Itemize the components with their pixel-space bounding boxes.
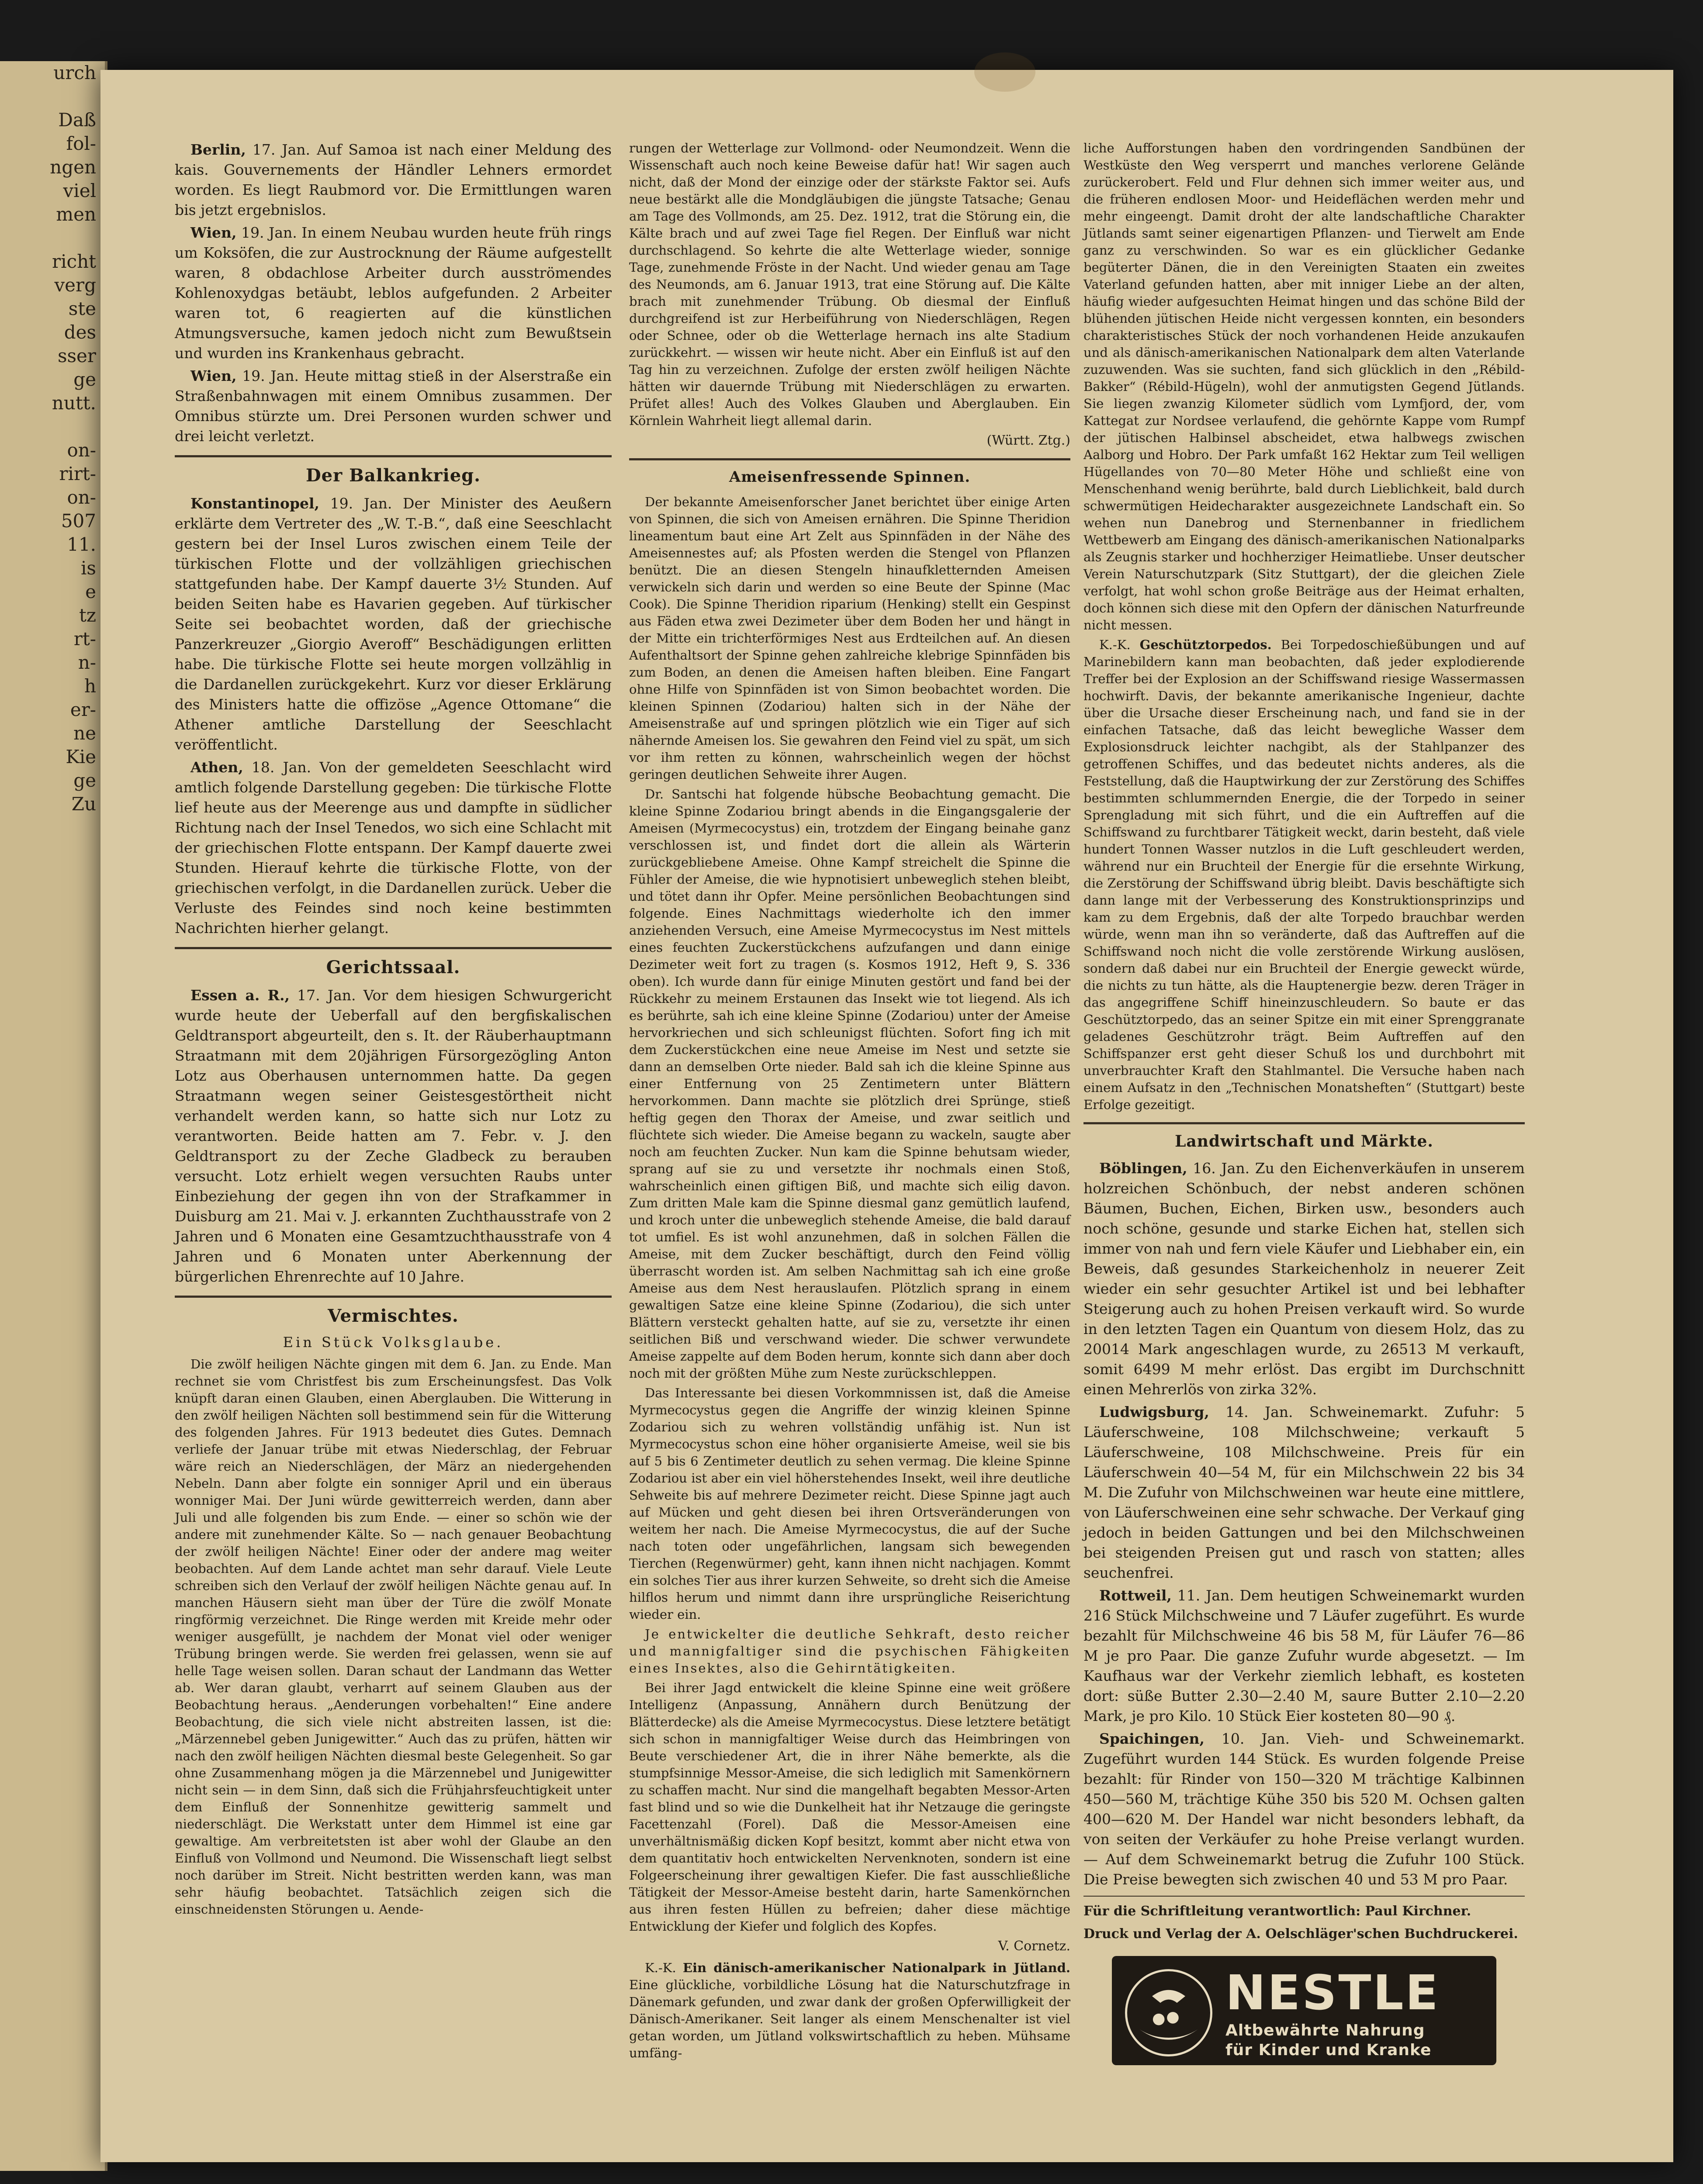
nestle-advertisement: [1112, 1956, 1496, 2065]
divider: [175, 1296, 612, 1298]
paper-stain: [974, 52, 1035, 92]
article-torpedos: K.-K. Geschütztorpedos. Bei Torpedoschießübungen und auf Marinebildern kann man beobachten, daß jeder explodierende Treffer bei der Explosion an der Schiffswand riesige Wassermassen hochwirft. Davis, der bekannte amerikanische Ingenieur, dachte über die Ursache dieser Erscheinung nach, und fand sie in der einfachen Tatsache, daß das leicht bewegliche Wasser dem Explosionsdruck leichter nachgibt, als der Stahlpanzer des getroffenen Schiffes, und das bedeutet nichts anderes, als die Feststellung, daß die Hauptwirkung der zur Zerstörung des Schiffes bestimmten schlummernden Energie, die der Torpedo in seiner Sprengladung mit sich führt, und die ein Auftreffen auf die Schiffswand zu furchtbarer Tätigkeit weckt, darin besteht, daß viele hundert Tonnen Wasser nutzlos in die Luft geschleudert werden, während nur ein Bruchteil der Energie für die ersehnte Wirkung, die Zerstörung der Schiffswand übrig bleibt. Davis beschäftigte sich dann lange mit der Verbesserung des Konstruktionsprinzips und kam zu dem Ergebnis, daß der alte Torpedo brauchbar werden würde, wenn man ihn so veränderte, daß das Auftreffen auf die Schiffswand noch nicht die volle zerstörende Wirkung auslösen, sondern daß dabei nur ein Bruchteil der Energie geweckt würde, die nichts zu tun hätte, als die Hauptenergie bezw. deren Träger in das angegriffene Schiff hineinzuschleudern. So baute er das Geschütztorpedo, das an seiner Spitze ein mit einer Sprenggranate geladenes Geschützrohr trägt. Beim Auftreffen auf den Schiffspanzer erst geht dieser Schuß los und durchbohrt mit unverbrauchter Kraft den Stahlmantel. Die Versuche haben nach einem Aufsatz in den „Technischen Monatsheften“ (Stuttgart) beste Erfolge gezeitigt.: [1083, 637, 1525, 1112]
article-spiders-para-1: Der bekannte Ameisenforscher Janet berichtet über einige Arten von Spinnen, die sich von Ameisen ernähren. Die Spinne Theridion lineamentum baut eine Art Zelt aus Spinnfäden in der Nähe des Ameisennestes auf; als Pfosten werden die Stengel von Pflanzen benützt. Die an diesen Stengeln hinaufkletternden Ameisen verwickeln sich darin und werden so eine Beute der Spinne (Mac Cook). Die Spinne Theridion riparium (Henking) stellt ein Gespinst aus Fäden etwa zwei Dezimeter über dem Boden her und hängt in der Mitte ein trichterförmiges Nest aus Erdteilchen auf. An diesen Aufenthaltsort der Spinne gehen zahlreiche klebrige Spinnfäden bis zum Boden, an denen die Ameisen haften bleiben. Eine Fangart ohne Hilfe von Spinnfäden ist von Simon beobachtet worden. Die kleinen Spinnen (Zodariou) halten sich in der Nähe der Ameisenstraße auf und springen plötzlich wie ein Tiger auf sich nähernde Ameisen los. Sie gewahren den Feind viel zu spät, um sich vor ihm retten zu können, wahrscheinlich wegen der höchst geringen deutlichen Sehweite ihrer Augen.: [629, 494, 1070, 782]
column-3: [1083, 140, 1525, 2065]
nestle-tagline-2: für Kinder und Kranke: [1225, 2041, 1432, 2059]
article-spiders-para-2: Dr. Santschi hat folgende hübsche Beobachtung gemacht. Die kleine Spinne Zodariou bringt abends in die Eingangsgalerie der Ameisen (Myrmecocystus) ein, trotzdem der Eingang beinahe ganz verschlossen ist, und findet dort die allein als Wärterin zurückgebliebene Ameise. Ohne Kampf streichelt die Spinne die Fühler der Ameise, die wie hypnotisiert unbeweglich stehen bleibt, und tötet dann ihr Opfer. Meine persönlichen Beobachtungen sind folgende. Eines Nachmittags wiederholte ich den immer anziehenden Versuch, eine Ameise Myrmecocystus im Nest mittels eines feuchten Zuckerstückchens aufzufangen und dann einige Dezimeter weit fort zu tragen (s. Kosmos 1912, Heft 9, S. 336 oben). Ich wurde dann für einige Minuten gestört und fand bei der Rückkehr zu meinem Erstaunen das Insekt wie tot liegend. Als ich es berührte, sah ich eine kleine Spinne (Zodariou) unter der Ameise hervorkriechen und sich schleunigst flüchten. Sofort fing ich mit dem Zuckerstückchen eine neue Ameise im Nest und setzte sie dann an demselben Orte nieder. Bald sah ich die kleine Spinne aus einer Entfernung von 25 Zentimetern unter Blättern hervorkommen. Dann machte sie plötzlich drei Sprünge, stieß heftig gegen den Thorax der Ameise, und zwar seitlich und flüchtete sich wieder. Die Ameise begann zu wackeln, saugte aber noch am feuchten Zucker. Nun kam die Spinne behutsam wieder, sprang auf sie zu und versetzte ihr nochmals einen Stoß, wahrscheinlich einen giftigen Biß, und machte sich eilig davon. Zum dritten Male kam die Spinne diesmal ganz gemütlich laufend, und kroch unter die unbeweglich stehende Ameise, die bald darauf tot umfiel. Es ist wohl anzunehmen, daß in solchen Fällen die Ameise, mit dem Zucker beschäftigt, durch den Feind völlig überrascht worden ist. Am selben Nachmittag sah ich eine große Ameise aus dem Nest herauslaufen. Plötzlich sprang in einem gewaltigen Satze eine kleine Spinne (Zodariou), die sich unter Blättern versteckt gehalten hatte, auf sie zu, versetzte ihr einen seitlichen Biß und verschwand wieder. Die schwer verwundete Ameise zappelte auf dem Boden herum, konnte sich dann aber doch noch mit der größten Mühe zum Neste zurückschleppen.: [629, 787, 1070, 1381]
market-report-spaichingen: Spaichingen, 10. Jan. Vieh- und Schweinemarkt. Zugeführt wurden 144 Stück. Es wurden folgende Preise bezahlt: für Rinder von 150—320 M trächtige Kalbinnen 450—560 M, trächtige Kühe 350 bis 520 M. Ochsen galten 400—620 M. Der Handel war nicht besonders lebhaft, da von seiten der Verkäufer zu hohe Preise verlangt wurden. — Auf dem Schweinemarkt betrug die Zufuhr 100 Stück. Die Preise bewegten sich zwischen 40 und 53 M pro Paar.: [1083, 1730, 1525, 1888]
article-spiders-para-3: Das Interessante bei diesen Vorkommnissen ist, daß die Ameise Myrmecocystus gegen die Angriffe der winzig kleinen Spinne Zodariou sich zu wehren vollständig unfähig ist. Nun ist Myrmecocystus schon eine höher organisierte Ameise, weil sie bis auf 5 bis 6 Zentimeter deutlich zu sehen vermag. Die kleine Spinne Zodariou ist aber ein viel höherstehendes Insekt, weil ihre deutliche Sehweite bis auf mehrere Dezimeter reicht. Diese Spinne jagt auch auf Mücken und geht diesen bei ihren Ortsveränderungen von weitem her nach. Die Ameise Myrmecocystus, die auf der Suche nach toten oder ungefährlichen, langsam sich bewegenden Tierchen (Regenwürmer) geht, kann ihnen nicht nachjagen. Kommt ein solches Tier aus ihrer kurzen Sehweite, so dreht sich die Ameise hilflos herum und nimmt dann ihre ursprüngliche Reiserichtung wieder ein.: [629, 1386, 1070, 1622]
article-title-volksglaube: Ein Stück Volksglaube.: [283, 1334, 504, 1351]
divider: [175, 455, 612, 457]
market-report-boeblingen: Böblingen, 16. Jan. Zu den Eichenverkäufen in unserem holzreichen Schönbuch, der nebst anderen schönen Bäumen, Buchen, Eichen, Birken usw., besonders auch noch schöne, gesunde und starke Eichen hat, stellen sich immer von nah und fern viele Käufer und Liebhaber ein, ein Beweis, daß gesundes Starkeichenholz in neuerer Zeit wieder ein sehr gesuchter Artikel ist und bei lebhafter Steigerung auch zu hohen Preisen verkauft wird. So wurde in den letzten Tagen ein Quantum von diesem Holz, das zu 20014 Mark angeschlagen wurde, zu 26513 M verkauft, somit 6499 M mehr erlöst. Das ergibt im Durchschnitt einen Mehrerlös von zirka 32%.: [1083, 1160, 1525, 1398]
article-nationalpark: K.-K. Ein dänisch-amerikanischer Nationalpark in Jütland. Eine glückliche, vorbildliche Lösung hat die Naturschutzfrage in Dänemark gefunden, und zwar dank der großen Opferwilligkeit der Dänisch-Amerikaner. Seit langer als einem Menschenalter ist viel getan worden, um Jütland volkswirtschaftlich zu heben. Mühsame umfäng-: [629, 1960, 1070, 2060]
section-heading-misc: Vermischtes.: [328, 1306, 459, 1326]
news-item-essen: Essen a. R., 17. Jan. Vor dem hiesigen Schwurgericht wurde heute der Ueberfall auf den bergfiskalischen Geldtransport abgeurteilt, den s. It. der Räuberhauptmann Straatmann mit dem 20jährigen Fürsorgezögling Anton Lotz aus Oberhausen unternommen hatte. Da gegen Straatmann wegen seiner Geistesgestörtheit nicht verhandelt werden kann, so hatte sich nur Lotz zu verantworten. Beide hatten am 7. Febr. v. J. den Geldtransport zu der Zeche Gladbeck zu berauben versucht. Lotz erhielt wegen versuchten Raubs unter Einbeziehung der gegen ihn von der Strafkammer in Duisburg am 21. Mai v. J. erkannten Zuchthausstrafe von 2 Jahren und 6 Monaten eine Gesamtzuchthausstrafe von 4 Jahren und 6 Monaten unter Aberkennung der bürgerlichen Ehrenrechte auf 10 Jahre.: [175, 987, 612, 1285]
article-spiders-para-4: Je entwickelter die deutliche Sehkraft, desto reicher und mannigfaltiger sind die psychischen Fähigkeiten eines Insektes, also die Gehirntätigkeiten.: [629, 1627, 1070, 1676]
divider: [175, 947, 612, 949]
section-heading-court: Gerichtssaal.: [326, 957, 460, 978]
news-item-wien-2: Wien, 19. Jan. Heute mittag stieß in der Alserstraße ein Straßenbahnwagen mit einem Omnibus zusammen. Der Omnibus stürzte um. Drei Personen wurden schwer und drei leicht verletzt.: [175, 367, 612, 445]
imprint-editor: Für die Schriftleitung verantwortlich: Paul Kirchner.: [1083, 1904, 1471, 1919]
article-nationalpark-continued: liche Aufforstungen haben den vordringenden Sandbünen der Westküste den Weg versperrt und manches verlorene Gelände zurückerobert. Feld und Flur dehnen sich immer weiter aus, und die früheren endlosen Moor- und Heideflächen werden mehr und mehr eingeengt. Damit droht der alte landschaftliche Charakter Jütlands samt seiner eigenartigen Pflanzen- und Tierwelt am Ende ganz zu verschwinden. So war es ein glücklicher Gedanke begüterter Dänen, die in den Vereinigten Staaten ein zweites Vaterland gefunden hatten, aber mit inniger Liebe an der alten, häufig wieder aufgesuchten Heimat hingen und das schöne Bild der blühenden jütischen Heide nicht vergessen konnten, ein besonders charakteristisches Stück der noch vorhandenen Heide anzukaufen und als dänisch-amerikanischen Nationalpark dem alten Vaterlande zuzuwenden. Was sie suchten, fand sich glücklich in den „Rébild-Bakker“ (Rébild-Hügeln), wohl der anmutigsten Gegend Jütlands. Sie liegen zwanzig Kilometer südlich vom Lymfjord, der, vom Kattegat zur Nordsee verlaufend, die gehörnte Kappe vom Rumpf der jütischen Halbinsel abscheidet, etwa halbwegs zwischen Aalborg und Hobro. Der Park umfaßt 162 Hektar zum Teil welligen Hügellandes von 70—80 Meter Höhe und schließt eine von Menschenhand wenig berührte, bald durch Lieblichkeit, bald durch schwermütigen Heidecharakter ausgezeichnete Landschaft ein. So wehen nun Danebrog und Sternenbanner in friedlichem Wettbewerb am Eingang des dänisch-amerikanischen Nationalparks als Zeugnis starker und hochherziger Heimatliebe. Unser deutscher Verein Naturschutzpark (Sitz Stuttgart), der die gleichen Ziele verfolgt, hat wohl schon große Beiträge aus der Heimat erhalten, doch können sich diese mit den Opfern der dänischen Naturfreunde nicht messen.: [1083, 141, 1525, 632]
nestle-nest-logo-icon: [1125, 1969, 1212, 2056]
article-volksglaube-continued: rungen der Wetterlage zur Vollmond- oder Neumondzeit. Wenn die Wissenschaft auch noch keine Beweise dafür hat! Wir sagen auch nicht, daß der Mond der einzige oder der stärkste Faktor sei. Aufs neue bestärkt alle die Mondgläubigen die jüngste Tatsache; Genau am Tage des Vollmonds, am 25. Dez. 1912, trat die Störung ein, die Kälte brach und auf zwei Tage fiel Regen. Der Einfluß war nicht durchschlagend. So kehrte die alte Wetterlage wieder, sonnige Tage, zunehmende Fröste in der Nacht. Und wieder genau am Tage des Neumonds, am 6. Januar 1913, trat eine Störung auf. Die Kälte brach mit zunehmender Trübung. Ob diesmal der Einfluß durchgreifend ist zur Herbeiführung von Niederschlägen, Regen oder Schnee, oder ob die Wetterlage hernach ins alte Stadium zurückkehrt. — wissen wir heute nicht. Aber ein Einfluß ist auf den Tag hin zu verzeichnen. Zufolge der ersten zwölf heiligen Nächte hätten wir dauernde Trübung mit Niederschlägen zu erwarten. Prüfet alles! Auch des Volkes Glauben und Aberglauben. Ein Körnlein Wahrheit liegt allemal darin.: [629, 141, 1070, 428]
previous-page-edge: [0, 61, 107, 2171]
nestle-brand: NESTLE: [1225, 1965, 1440, 2021]
news-item-konstantinopel: Konstantinopel, 19. Jan. Der Minister des Aeußern erklärte dem Vertreter des „W. T.-B.“, daß eine Seeschlacht gestern bei der Insel Luros zwischen einem Teile der türkischen Flotte und der vollzähligen griechischen stattgefunden habe. Der Kampf dauerte 3½ Stunden. Auf beiden Seiten habe es Havarien gegeben. Auf türkischer Seite sei beobachtet worden, daß der griechische Panzerkreuzer „Giorgio Averoff“ Beschädigungen erlitten habe. Die türkische Flotte sei heute morgen vollzählig in die Dardanellen zurückgekehrt. Kurz vor dieser Erklärung des Ministers hatte die offizöse „Agence Ottomane“ die Athener amtliche Darstellung der Seeschlacht veröffentlicht.: [175, 495, 612, 753]
imprint-publisher: Druck und Verlag der A. Oelschläger'schen Buchdruckerei.: [1083, 1926, 1518, 1942]
column-1: [175, 140, 612, 1921]
divider: [1083, 1896, 1525, 1897]
divider: [629, 458, 1070, 460]
previous-page-text: urch Daß fol- ngen viel men richt verg ste des sser ge nutt. on- rirt- on- 507 11. is e tz rt- n- h er- ne Kie ge Zu: [50, 62, 96, 815]
news-item-berlin: Berlin, 17. Jan. Auf Samoa ist nach einer Meldung des kais. Gouvernements der Händler Lehners ermordet worden. Es liegt Raubmord vor. Die Ermittlungen waren bis jetzt ergebnislos.: [175, 141, 612, 218]
article-author: V. Cornetz.: [998, 1939, 1070, 1954]
news-item-athen: Athen, 18. Jan. Von der gemeldeten Seeschlacht wird amtlich folgende Darstellung gegeben: Die türkische Flotte lief heute aus der Meerenge aus und dampfte in südlicher Richtung nach der Insel Tenedos, wo sich eine Schlacht mit der griechischen Flotte entspann. Der Kampf dauerte zwei Stunden. Hierauf kehrte die türkische Flotte, von der griechischen verfolgt, in die Dardanellen zurück. Ueber die Verluste des Feindes sind noch keine bestimmten Nachrichten hierher gelangt.: [175, 759, 612, 936]
article-spiders-para-5: Bei ihrer Jagd entwickelt die kleine Spinne eine weit größere Intelligenz (Anpassung, Annähern durch Benützung der Blätterdecke) als die Ameise Myrmecocystus. Diese letztere betätigt sich schon in mannigfaltiger Weise durch das Heimbringen von Beute verschiedener Art, die in ihrer Nähe bemerkte, als die stumpfsinnige Messor-Ameise, die sich lediglich mit Samenkörnern zu schaffen macht. Nur sind die mangelhaft begabten Messor-Arten fast blind und so wie die Dunkelheit hat ihr Netzauge die geringste Facettenzahl (Forel). Daß die Messor-Ameisen eine unverhältnismäßig dicken Kopf besitzt, kommt aber nicht etwa von dem quantitativ hoch entwickelten Nervenknoten, sondern ist eine Folgeerscheinung ihrer gewaltigen Kiefer. Die fast ausschließliche Tätigkeit der Messor-Ameise besteht darin, harte Samenkörnchen aus ihren festen Hüllen zu befreien; daher diese mächtige Entwicklung der Kiefer und folglich des Kopfes.: [629, 1680, 1070, 1934]
nestle-tagline-1: Altbewährte Nahrung: [1225, 2022, 1425, 2039]
market-report-rottweil: Rottweil, 11. Jan. Dem heutigen Schweinemarkt wurden 216 Stück Milchschweine und 7 Läufer zugeführt. Es wurde bezahlt für Milchschweine 46 bis 58 M, für Läufer 76—86 M je pro Paar. Die ganze Zufuhr wurde abgesetzt. — Im Kaufhaus war der Verkehr ziemlich lebhaft, es kosteten dort: süße Butter 2.30—2.40 M, saure Butter 2.10—2.20 Mark, je pro Kilo. 10 Stück Eier kosteten 80—90 ₰.: [1083, 1587, 1525, 1724]
article-source: (Württ. Ztg.): [986, 433, 1070, 448]
article-volksglaube-body: Die zwölf heiligen Nächte gingen mit dem 6. Jan. zu Ende. Man rechnet sie vom Christfest bis zum Erscheinungsfest. Das Volk knüpft daran einen Glauben, einen Aberglauben. Die Witterung in den zwölf heiligen Nächten soll bestimmend sein für die Witterung des folgenden Jahres. Für 1913 bedeutet dies Gutes. Demnach verliefe der Januar trübe mit etwas Niederschlag, der Februar wäre reich an Niederschlägen, der März an niedergehenden Nebeln. Dann aber folgte ein sonniger April und ein überaus wonniger Mai. Der Juni würde gewitterreich werden, dann aber Juli und alle folgenden bis zum Ende. — einer so schön wie der andere mit zunehmender Kälte. So — nach genauer Beobachtung der zwölf heiligen Nächte! Einer oder der andere mag weiter beobachten. Auf dem Lande achtet man sehr darauf. Viele Leute schreiben sich den Verlauf der zwölf heiligen Nächte genau auf. In manchen Häusern sieht man über der Türe die zwölf Monate ringförmig verzeichnet. Die Ringe werden mit Kreide mehr oder weniger ausgefüllt, je nachdem der Monat viel oder weniger Trübung bringen werde. Sie werden frei gelassen, wenn sie auf helle Tage weisen sollen. Daran schaut der Landmann das Wetter ab. Wer daran glaubt, verharrt auf seinem Glauben aus der Beobachtung heraus. „Aenderungen vorbehalten!“ Eine andere Beobachtung, die sich viele nicht abstreiten lassen, ist die: „Märzennebel geben Junigewitter.“ Auch das zu prüfen, hätten wir nach den zwölf heiligen Nächten diesmal beste Gelegenheit. So gar ohne Zusammenhang mögen ja die Märzennebel und Junigewitter nicht sein — in dem Sinn, daß sich die Frühjahrsfeuchtigkeit unter dem Einfluß der Sonnenhitze gewitterig sammelt und niederschlägt. Die Werkstatt unter dem Himmel ist eine gar gewaltige. Am verbreitetsten ist aber wohl der Glaube an den Einfluß von Vollmond und Neumond. Die Wissenschaft liegt selbst noch darüber im Streit. Nicht bestritten werden kann, was man sehr häufig beobachtet. Tatsächlich zeigen sich die einschneidensten Störungen u. Aende-: [175, 1357, 612, 1917]
news-item-wien-1: Wien, 19. Jan. In einem Neubau wurden heute früh rings um Koksöfen, die zur Austrocknung der Räume aufgestellt waren, 8 obdachlose Arbeiter durch ausströmendes Kohlenoxydgas betäubt, leblos aufgefunden. 2 Arbeiter waren tot, 6 reagierten auf die künstlichen Atmungsversuche, kamen jedoch nicht zum Bewußtsein und wurden ins Krankenhaus gebracht.: [175, 224, 612, 362]
divider: [1083, 1122, 1525, 1124]
market-report-ludwigsburg: Ludwigsburg, 14. Jan. Schweinemarkt. Zufuhr: 5 Läuferschweine, 108 Milchschweine; verkauft 5 Läuferschweine, 108 Milchschweine. Preis für ein Läuferschwein 40—54 M, für ein Milchschwein 22 bis 34 M. Die Zufuhr von Milchschweinen war heute eine mittlere, von Läuferschweinen eine sehr schwache. Der Verkauf ging jedoch in beiden Gattungen und bei den Milchschweinen bei steigenden Preisen gut und rasch von statten; alles seuchenfrei.: [1083, 1403, 1525, 1581]
section-heading-agriculture: Landwirtschaft und Märkte.: [1175, 1132, 1433, 1151]
column-2: [629, 140, 1070, 2064]
article-title-spiders: Ameisenfressende Spinnen.: [729, 468, 971, 486]
section-heading-balkan: Der Balkankrieg.: [305, 465, 481, 486]
